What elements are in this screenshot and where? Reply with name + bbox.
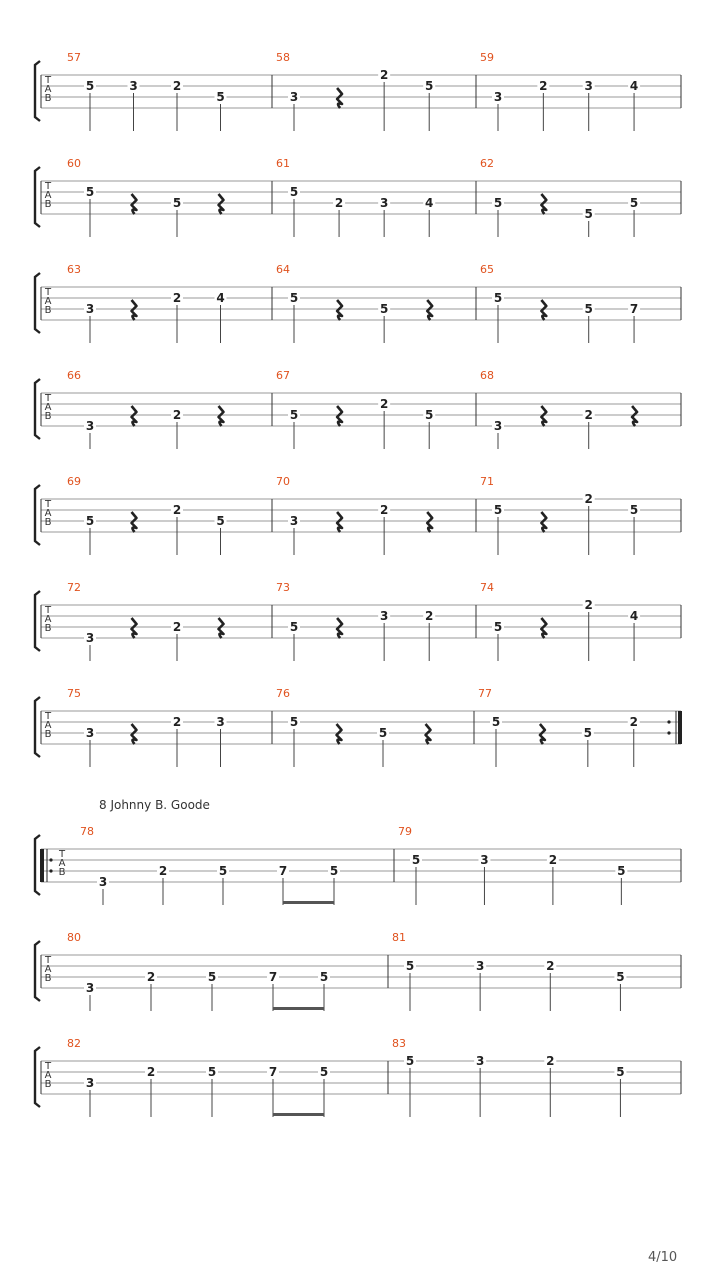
- quarter-rest-icon: [337, 618, 342, 638]
- quarter-rest-icon: [540, 724, 545, 744]
- fret-number: 2: [584, 408, 593, 422]
- system-bracket: [35, 941, 40, 1001]
- quarter-rest-icon: [541, 406, 546, 426]
- fret-number: 2: [629, 715, 638, 729]
- measure-number: 66: [67, 369, 81, 382]
- fret-number: 2: [546, 1054, 555, 1068]
- tab-clef-letter: T: [44, 605, 52, 616]
- tab-clef-letter: B: [44, 729, 52, 740]
- fret-number: 3: [85, 302, 95, 316]
- fret-number: 4: [629, 609, 639, 623]
- fret-number: 7: [268, 970, 278, 984]
- fret-number: 5: [629, 196, 639, 210]
- tab-clef-letter: T: [44, 75, 52, 86]
- quarter-rest-icon: [219, 194, 224, 214]
- system-bracket: [35, 697, 40, 757]
- fret-number: 3: [493, 90, 503, 104]
- measure-number: 64: [276, 263, 290, 276]
- measure-number: 83: [392, 1037, 406, 1050]
- system-bracket: [35, 273, 40, 333]
- system-bracket: [35, 379, 40, 439]
- repeat-dot: [49, 858, 52, 861]
- quarter-rest-icon: [132, 618, 137, 638]
- tab-clef-letter: A: [44, 720, 52, 731]
- measure-number: 61: [276, 157, 290, 170]
- fret-number: 5: [85, 185, 95, 199]
- fret-number: 7: [629, 302, 639, 316]
- tab-clef-letter: T: [44, 1061, 52, 1072]
- fret-number: 5: [584, 302, 593, 316]
- system-bracket: [35, 485, 40, 545]
- fret-number: 2: [584, 492, 593, 506]
- start-repeat-thick-bar: [40, 849, 44, 882]
- fret-number: 3: [85, 1076, 95, 1090]
- fret-number: 2: [172, 79, 182, 93]
- fret-number: 5: [289, 620, 299, 634]
- fret-number: 5: [379, 302, 389, 316]
- fret-number: 5: [411, 853, 421, 867]
- tab-clef-letter: A: [44, 1070, 52, 1081]
- fret-number: 3: [475, 959, 485, 973]
- fret-number: 5: [319, 970, 329, 984]
- fret-number: 3: [98, 875, 108, 889]
- fret-number: 5: [85, 514, 95, 528]
- fret-number: 5: [425, 79, 434, 93]
- tab-clef-letter: A: [44, 190, 52, 201]
- fret-number: 3: [480, 853, 489, 867]
- tab-clef-letter: T: [44, 711, 52, 722]
- quarter-rest-icon: [426, 724, 431, 744]
- measure-number: 78: [80, 825, 94, 838]
- eighth-beam: [283, 901, 334, 904]
- quarter-rest-icon: [337, 406, 342, 426]
- fret-number: 3: [85, 726, 95, 740]
- measure-number: 58: [276, 51, 290, 64]
- fret-number: 3: [85, 631, 95, 645]
- tab-clef-letter: A: [44, 296, 52, 307]
- system-bracket: [35, 61, 40, 121]
- tab-clef-letter: B: [44, 93, 52, 104]
- quarter-rest-icon: [337, 512, 342, 532]
- end-repeat-thick-bar: [678, 711, 682, 744]
- fret-number: 3: [493, 419, 503, 433]
- fret-number: 3: [85, 981, 95, 995]
- measure-number: 74: [480, 581, 494, 594]
- fret-number: 5: [405, 1054, 415, 1068]
- fret-number: 5: [218, 864, 228, 878]
- measure-number: 59: [480, 51, 494, 64]
- fret-number: 5: [378, 726, 388, 740]
- tab-clef-letter: T: [44, 287, 52, 298]
- measure-number: 62: [480, 157, 494, 170]
- fret-number: 3: [289, 514, 299, 528]
- tab-clef-letter: B: [44, 305, 52, 316]
- tab-clef-letter: A: [44, 402, 52, 413]
- fret-number: 2: [425, 609, 434, 623]
- measure-number: 82: [67, 1037, 81, 1050]
- measure-number: 72: [67, 581, 81, 594]
- fret-number: 2: [548, 853, 558, 867]
- quarter-rest-icon: [132, 406, 137, 426]
- measure-number: 57: [67, 51, 81, 64]
- fret-number: 5: [629, 503, 639, 517]
- fret-number: 3: [379, 609, 389, 623]
- fret-number: 5: [616, 1065, 625, 1079]
- fret-number: 5: [85, 79, 95, 93]
- fret-number: 5: [207, 1065, 217, 1079]
- fret-number: 5: [289, 715, 299, 729]
- quarter-rest-icon: [132, 300, 137, 320]
- system-bracket: [35, 1047, 40, 1107]
- fret-number: 2: [379, 503, 389, 517]
- fret-number: 3: [216, 715, 225, 729]
- fret-number: 5: [216, 514, 225, 528]
- section-title: 8 Johnny B. Goode: [99, 798, 210, 812]
- fret-number: 2: [158, 864, 168, 878]
- measure-number: 70: [276, 475, 290, 488]
- quarter-rest-icon: [632, 406, 637, 426]
- system-bracket: [35, 167, 40, 227]
- tab-clef-letter: B: [44, 199, 52, 210]
- fret-number: 5: [617, 864, 626, 878]
- quarter-rest-icon: [132, 724, 137, 744]
- repeat-dot: [667, 720, 670, 723]
- measure-number: 71: [480, 475, 494, 488]
- quarter-rest-icon: [541, 300, 546, 320]
- quarter-rest-icon: [132, 512, 137, 532]
- measure-number: 73: [276, 581, 290, 594]
- repeat-dot: [49, 869, 52, 872]
- fret-number: 2: [379, 397, 389, 411]
- fret-number: 5: [172, 196, 182, 210]
- fret-number: 5: [491, 715, 501, 729]
- repeat-dot: [667, 731, 670, 734]
- measure-number: 60: [67, 157, 81, 170]
- quarter-rest-icon: [337, 88, 342, 108]
- measure-number: 75: [67, 687, 81, 700]
- quarter-rest-icon: [219, 406, 224, 426]
- measure-number: 69: [67, 475, 81, 488]
- fret-number: 7: [278, 864, 288, 878]
- fret-number: 5: [289, 291, 299, 305]
- fret-number: 3: [584, 79, 593, 93]
- tab-clef-letter: A: [58, 858, 66, 869]
- quarter-rest-icon: [427, 512, 432, 532]
- fret-number: 4: [216, 291, 225, 305]
- tab-clef-letter: B: [44, 623, 52, 634]
- fret-number: 5: [289, 185, 299, 199]
- quarter-rest-icon: [337, 300, 342, 320]
- eighth-beam: [273, 1113, 324, 1116]
- tab-clef-letter: T: [44, 393, 52, 404]
- tab-clef-letter: B: [58, 867, 66, 878]
- tab-clef-letter: B: [44, 517, 52, 528]
- tab-clef-letter: B: [44, 411, 52, 422]
- quarter-rest-icon: [541, 618, 546, 638]
- measure-number: 77: [478, 687, 492, 700]
- fret-number: 5: [493, 196, 503, 210]
- fret-number: 2: [546, 959, 555, 973]
- fret-number: 5: [616, 970, 625, 984]
- measure-number: 76: [276, 687, 290, 700]
- fret-number: 2: [146, 1065, 156, 1079]
- measure-number: 80: [67, 931, 81, 944]
- fret-number: 3: [129, 79, 138, 93]
- tab-clef-letter: A: [44, 508, 52, 519]
- fret-number: 5: [584, 207, 593, 221]
- fret-number: 4: [629, 79, 639, 93]
- fret-number: 4: [425, 196, 434, 210]
- system-bracket: [35, 591, 40, 651]
- tab-clef-letter: A: [44, 964, 52, 975]
- quarter-rest-icon: [541, 512, 546, 532]
- measure-number: 65: [480, 263, 494, 276]
- fret-number: 5: [583, 726, 593, 740]
- tab-clef-letter: A: [44, 614, 52, 625]
- fret-number: 5: [493, 291, 503, 305]
- tab-clef-letter: B: [44, 1079, 52, 1090]
- fret-number: 2: [172, 503, 182, 517]
- fret-number: 2: [539, 79, 548, 93]
- quarter-rest-icon: [427, 300, 432, 320]
- tab-clef-letter: A: [44, 84, 52, 95]
- fret-number: 5: [329, 864, 339, 878]
- fret-number: 7: [268, 1065, 278, 1079]
- fret-number: 5: [207, 970, 217, 984]
- fret-number: 2: [334, 196, 344, 210]
- fret-number: 3: [379, 196, 389, 210]
- measure-number: 68: [480, 369, 494, 382]
- fret-number: 2: [172, 715, 182, 729]
- tab-clef-letter: T: [44, 499, 52, 510]
- measure-number: 81: [392, 931, 406, 944]
- system-bracket: [35, 835, 40, 895]
- measure-number: 63: [67, 263, 81, 276]
- fret-number: 2: [379, 68, 389, 82]
- tab-clef-letter: B: [44, 973, 52, 984]
- page-number: 4/10: [648, 1250, 678, 1265]
- tab-clef-letter: T: [44, 181, 52, 192]
- tab-clef-letter: T: [58, 849, 66, 860]
- quarter-rest-icon: [337, 724, 342, 744]
- fret-number: 5: [493, 620, 503, 634]
- eighth-beam: [273, 1007, 324, 1010]
- fret-number: 5: [425, 408, 434, 422]
- quarter-rest-icon: [219, 618, 224, 638]
- tab-clef-letter: T: [44, 955, 52, 966]
- fret-number: 3: [289, 90, 299, 104]
- fret-number: 2: [172, 620, 182, 634]
- fret-number: 5: [216, 90, 225, 104]
- fret-number: 2: [584, 598, 593, 612]
- fret-number: 5: [319, 1065, 329, 1079]
- fret-number: 2: [172, 408, 182, 422]
- measure-number: 79: [398, 825, 412, 838]
- fret-number: 5: [405, 959, 415, 973]
- measure-number: 67: [276, 369, 290, 382]
- quarter-rest-icon: [541, 194, 546, 214]
- fret-number: 5: [493, 503, 503, 517]
- quarter-rest-icon: [132, 194, 137, 214]
- fret-number: 3: [85, 419, 95, 433]
- fret-number: 5: [289, 408, 299, 422]
- fret-number: 2: [146, 970, 156, 984]
- fret-number: 2: [172, 291, 182, 305]
- fret-number: 3: [475, 1054, 485, 1068]
